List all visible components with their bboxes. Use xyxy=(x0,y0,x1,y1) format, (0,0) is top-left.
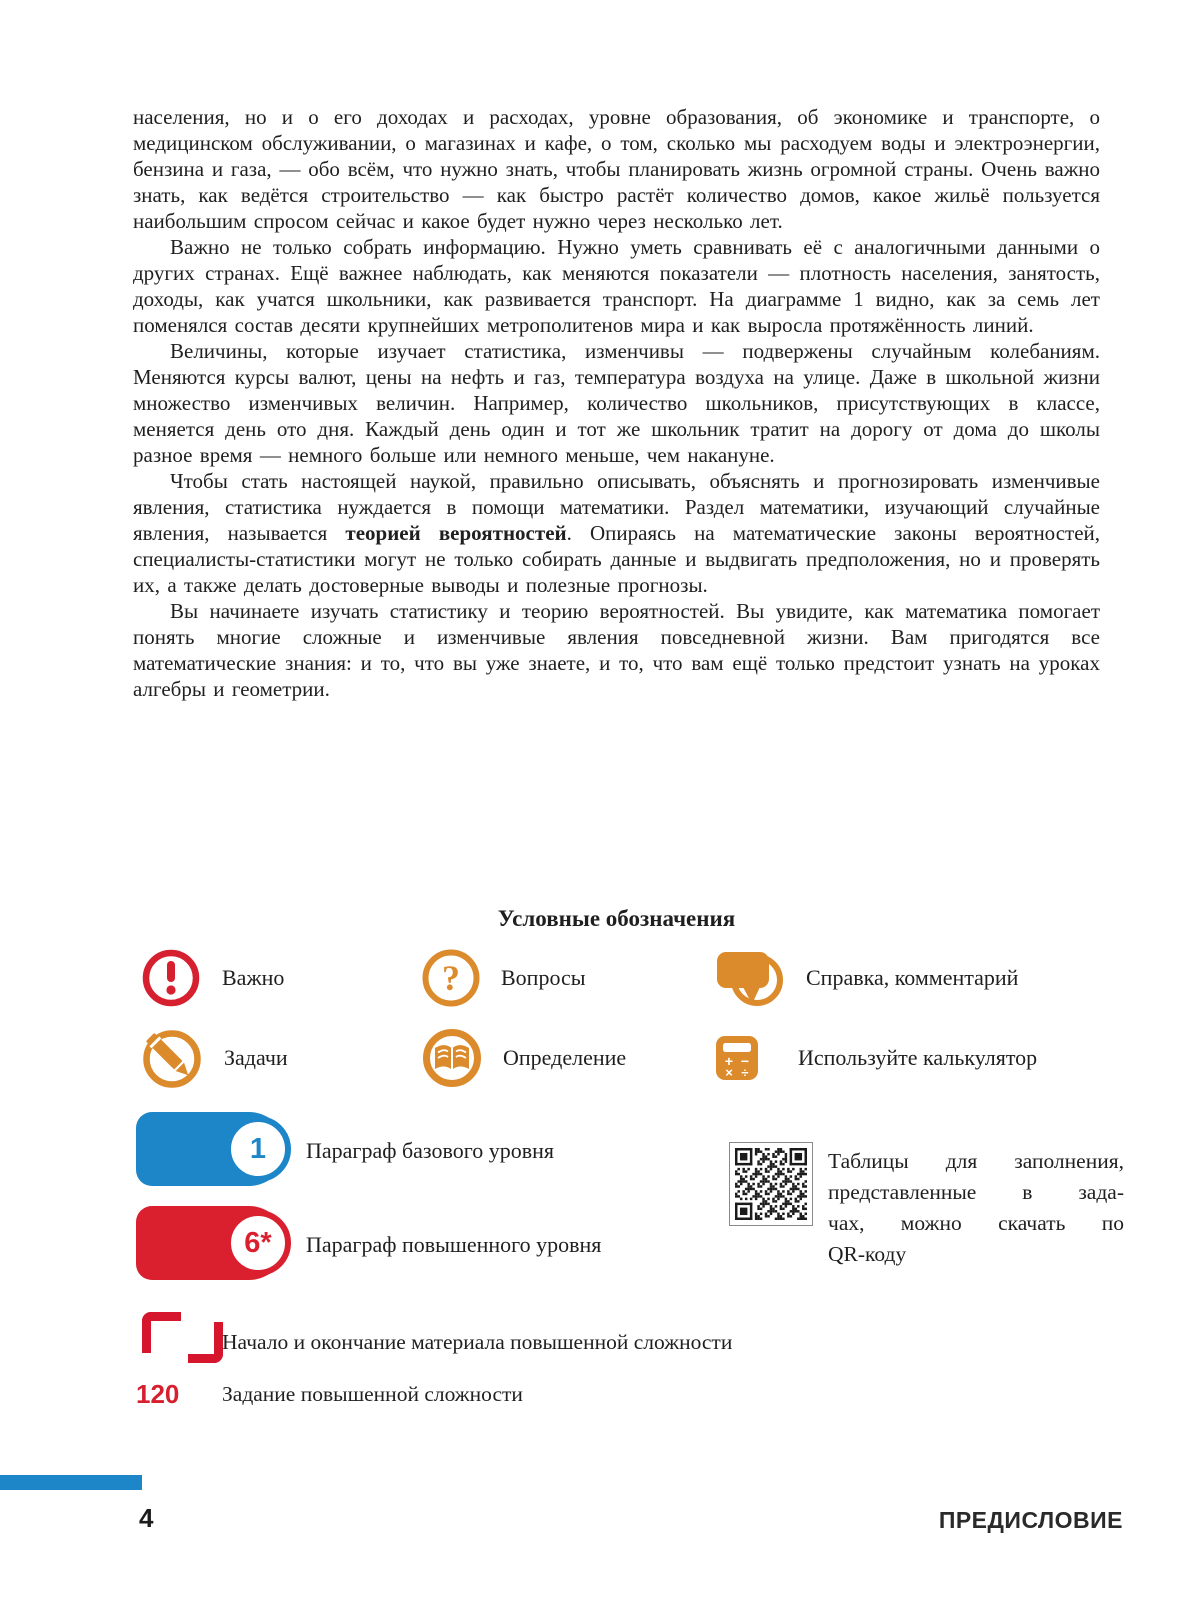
legend-item-definition xyxy=(421,1026,626,1090)
legend-label: Определение xyxy=(503,1045,627,1070)
svg-text:×: × xyxy=(725,1065,733,1080)
question-icon xyxy=(421,948,481,1008)
qr-code xyxy=(729,1142,813,1226)
legend-title: Условные обозначения xyxy=(497,906,736,931)
open-book-icon xyxy=(421,1027,483,1089)
legend-item-help xyxy=(716,948,1018,1008)
bracket-start-icon xyxy=(142,1312,181,1353)
legend-item-questions xyxy=(421,948,586,1008)
legend-label: Вопросы xyxy=(501,965,586,990)
qr-caption-line: чах, можно скачать по xyxy=(828,1211,1124,1235)
page-number: 4 xyxy=(139,1503,154,1533)
brackets-label: Начало и окончание материала повышенной сложности xyxy=(222,1330,733,1354)
paragraph-3: Величины, которые изучает статистика, изменчивы — подвержены случайным колебаниям. Меняются курсы валют, цены на нефть и газ, температура воздуха на улице. Даже в школьной жизни множество изменчивых величин. Например, количество школьников, присутствующих в классе, меняется день ото дня. Каждый день один и тот же школьник тратит на дорогу от дома до школы разное время — немного больше или немного меньше, чем накануне. xyxy=(133,339,1100,467)
paragraph-5: Вы начинаете изучать статистику и теорию вероятностей. Вы увидите, как математика помогает понять многие сложные и изменчивые явления повседневной жизни. Вам пригодятся все математические знания: и то, что вы уже знаете, и то, что вам ещё только предстоит узнать на уроках алгебры и геометрии. xyxy=(133,599,1100,701)
svg-text:−: − xyxy=(740,1053,750,1069)
pencil-icon xyxy=(142,1028,202,1088)
footer-accent-bar xyxy=(0,1475,142,1490)
paragraph-1: населения, но и о его доходах и расходах, уровне образования, об экономике и транспорте, о медицинском обслуживании, о магазинах и кафе, о том, сколько мы расходуем воды и электроэнергии, бензина и газа, — обо всём, что нужно знать, чтобы планировать жизнь огромной страны. Очень важно знать, как ведётся строительство — как быстро растёт количество домов, какое жильё пользуется наибольшим спросом сейчас и какое будет нужно через несколько лет. xyxy=(133,105,1100,233)
paragraph-2: Важно не только собрать информацию. Нужно уметь сравнивать её с аналогичными данными о других странах. Ещё важнее наблюдать, как меняются показатели — плотность населения, занятость, доходы, как учатся школьники, как развивается транспорт. На диаграмме 1 видно, как за семь лет поменялся состав десяти крупнейших метрополитенов мира и как выросла протяжённость линий. xyxy=(133,235,1100,337)
svg-text:?: ? xyxy=(442,958,460,998)
legend-item-tasks xyxy=(142,1026,288,1090)
legend-item-important xyxy=(142,948,284,1008)
badge-number: 6* xyxy=(225,1210,291,1276)
legend-item-calculator xyxy=(716,1026,1037,1090)
bold-term: теорией вероятностей xyxy=(345,521,567,545)
svg-text:+: + xyxy=(724,1053,734,1069)
qr-caption-line: Таблицы для заполнения, xyxy=(828,1149,1124,1173)
paragraph-4-rest: . Опираясь на математические законы вероятностей, специалисты-статистики могут не только собирать данные и выдвигать предположения, но и проверять их, а также делать достоверные выводы и полезные прогнозы. xyxy=(133,521,1101,597)
advanced-level-label: Параграф повышенного уровня xyxy=(306,1232,602,1257)
legend-label: Используйте калькулятор xyxy=(798,1045,1038,1070)
intro-text xyxy=(133,104,1100,702)
calculator-icon xyxy=(716,1035,758,1081)
hard-task-label: Задание повышенной сложности xyxy=(222,1382,523,1406)
legend-label: Важно xyxy=(222,965,285,990)
exclamation-icon xyxy=(142,949,200,1007)
hard-task-number: 120 xyxy=(136,1379,180,1409)
bracket-end-icon xyxy=(188,1322,223,1363)
badge-number: 1 xyxy=(225,1116,291,1182)
qr-caption xyxy=(828,1146,1124,1270)
legend-label: Справка, комментарий xyxy=(806,965,1019,990)
legend-label: Задачи xyxy=(224,1045,288,1070)
speech-bubble-icon xyxy=(716,949,784,1007)
chapter-title: ПРЕДИСЛОВИЕ xyxy=(938,1507,1123,1533)
advanced-level-badge xyxy=(136,1206,286,1280)
basic-level-label: Параграф базового уровня xyxy=(306,1138,554,1163)
qr-caption-line: представленные в зада- xyxy=(828,1180,1124,1204)
basic-level-badge xyxy=(136,1112,286,1186)
svg-text:÷: ÷ xyxy=(741,1065,749,1080)
paragraph-4 xyxy=(133,468,1100,598)
qr-caption-line: QR-коду xyxy=(828,1242,907,1266)
paragraph-4-text: Чтобы стать настоящей наукой, правильно описывать, объяснять и прогнозировать изменчивые явления, статистика нуждается в помощи математики. Раздел математики, изучающий случайные явления, называется xyxy=(133,469,1100,545)
